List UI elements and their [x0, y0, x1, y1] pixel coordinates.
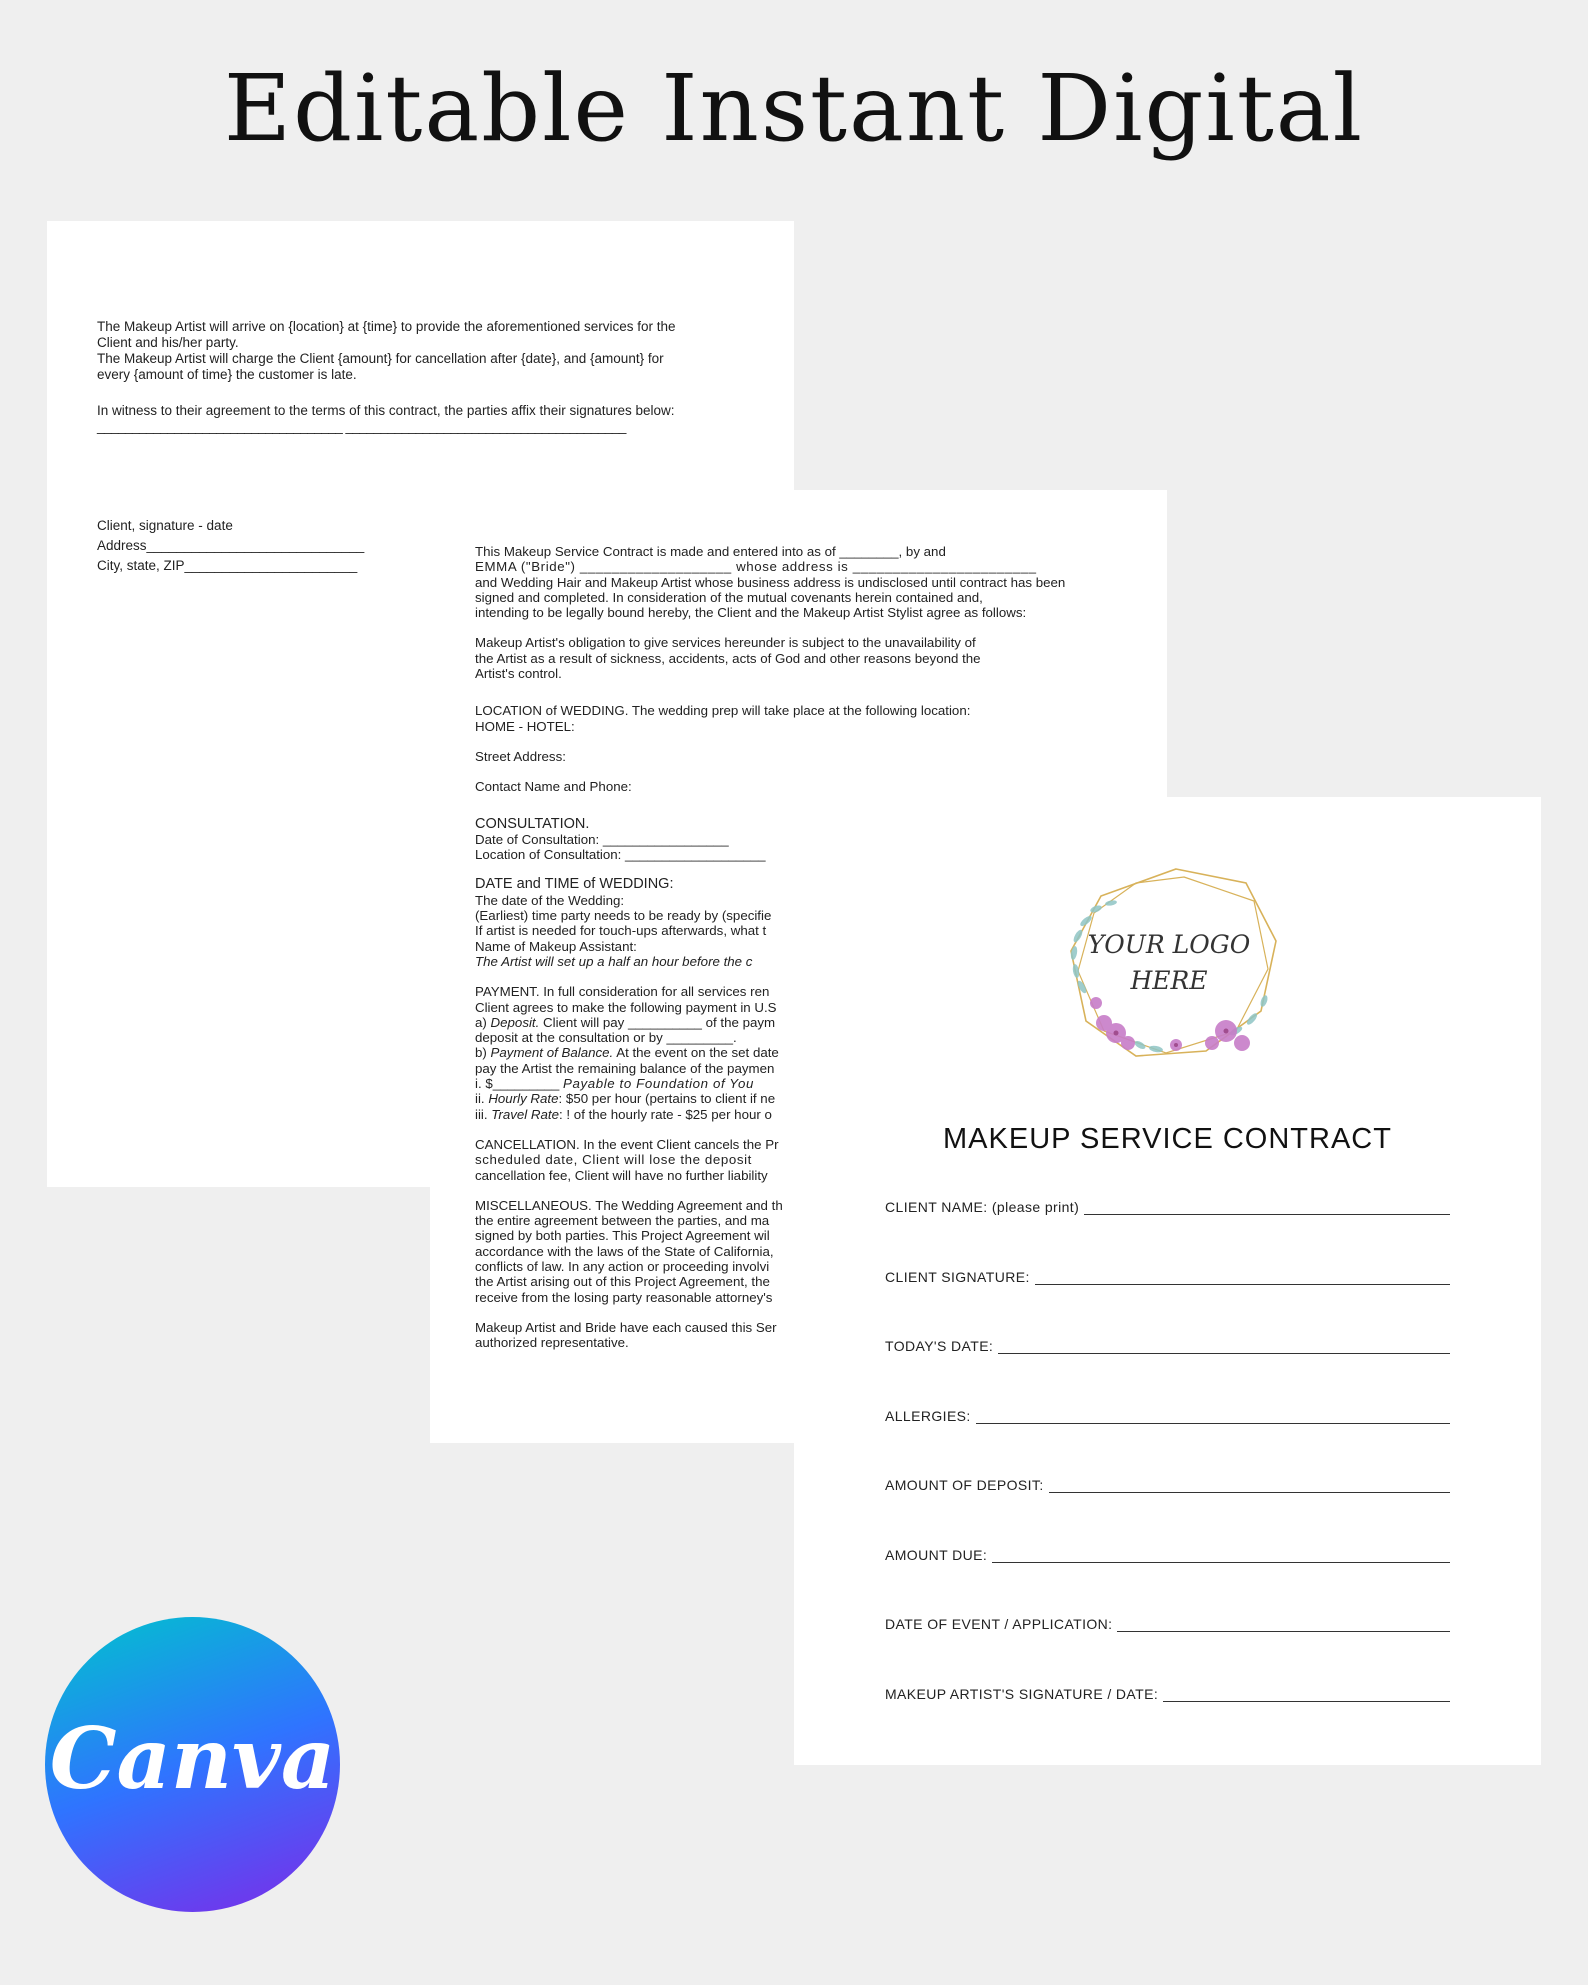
- canva-wordmark: Canva: [49, 1709, 336, 1808]
- page2-line: LOCATION of WEDDING. The wedding prep will take place at the following location:: [475, 703, 971, 719]
- page2-line: and Wedding Hair and Makeup Artist whose business address is undisclosed until contract has been: [475, 574, 1066, 590]
- page1-body: [97, 319, 747, 435]
- field-label: CLIENT SIGNATURE:: [885, 1269, 1030, 1285]
- field-label: DATE OF EVENT / APPLICATION:: [885, 1616, 1113, 1632]
- page2-line: EMMA ("Bride") ___________________ whose address is _______________________: [475, 559, 1037, 575]
- page2-line: accordance with the laws of the State of California,: [475, 1243, 774, 1259]
- page2-heading: DATE and TIME of WEDDING:: [475, 876, 674, 893]
- field-label: AMOUNT OF DEPOSIT:: [885, 1477, 1044, 1493]
- page2-line: scheduled date, Client will lose the deposit: [475, 1152, 752, 1168]
- page2-line: Street Address:: [475, 748, 566, 764]
- field-line[interactable]: [1117, 1621, 1450, 1632]
- field-line[interactable]: [1163, 1691, 1450, 1702]
- page2-line: (Earliest) time party needs to be ready by (specifie: [475, 908, 772, 924]
- field-line[interactable]: [976, 1413, 1450, 1424]
- logo-placeholder: [1056, 861, 1282, 1065]
- page2-line: the Artist arising out of this Project Agreement, the: [475, 1274, 770, 1290]
- page2-line: If artist is needed for touch-ups afterwards, what t: [475, 923, 767, 939]
- page2-line: Location of Consultation: ___________________: [475, 847, 766, 863]
- page2-line: Name of Makeup Assistant:: [475, 938, 637, 954]
- page2-line: Client agrees to make the following payment in U.S: [475, 999, 777, 1015]
- todays-date-field[interactable]: [885, 1338, 1450, 1354]
- page1-signature-line: Address_____________________________: [97, 538, 365, 553]
- page2-heading: CONSULTATION.: [475, 815, 590, 832]
- page2-line: ii. Hourly Rate: $50 per hour (pertains to client if ne: [475, 1091, 776, 1107]
- item-i-payee: Payable to Foundation of You: [563, 1076, 755, 1092]
- page2-line: conflicts of law. In any action or proceeding involvi: [475, 1258, 770, 1274]
- page2-line: the entire agreement between the parties, and ma: [475, 1213, 770, 1229]
- page1-signature-rule: ___________________________________ ________________________________________: [97, 418, 626, 434]
- item-i-prefix: i. $_________: [475, 1076, 563, 1092]
- page2-line: signed and completed. In consideration of the mutual covenants herein contained and,: [475, 589, 983, 605]
- field-line[interactable]: [992, 1552, 1450, 1563]
- page2-line: This Makeup Service Contract is made and entered into as of ________, by and: [475, 544, 946, 559]
- page2-line: signed by both parties. This Project Agreement wil: [475, 1228, 770, 1244]
- page2-line: The Artist will set up a half an hour before the c: [475, 953, 753, 969]
- deposit-text: Client will pay __________ of the paym: [539, 1014, 776, 1030]
- field-label: AMOUNT DUE:: [885, 1547, 988, 1563]
- page1-line: [97, 383, 747, 403]
- page1-line: The Makeup Artist will charge the Client {amount} for cancellation after {date}, and {amount} for: [97, 350, 664, 366]
- page2-line: Date of Consultation: _________________: [475, 831, 729, 847]
- deposit-label: Deposit.: [490, 1014, 540, 1030]
- page2-line: deposit at the consultation or by _________.: [475, 1030, 737, 1046]
- field-label: CLIENT NAME: (please print): [885, 1199, 1080, 1215]
- page2-line: PAYMENT. In full consideration for all services ren: [475, 984, 770, 1000]
- field-line[interactable]: [1035, 1274, 1450, 1285]
- page2-line: receive from the losing party reasonable attorney's: [475, 1289, 773, 1305]
- balance-label: Payment of Balance.: [490, 1045, 614, 1061]
- page2-line: HOME - HOTEL:: [475, 718, 575, 734]
- balance-text: At the event on the set date: [613, 1045, 779, 1061]
- travel-rate-label: Travel Rate: [491, 1106, 560, 1122]
- page1-line: The Makeup Artist will arrive on {location} at {time} to provide the aforementioned services for the: [97, 319, 676, 334]
- page2-line: b) Payment of Balance. At the event on the set date: [475, 1045, 779, 1061]
- page1-line: Client and his/her party.: [97, 334, 239, 350]
- field-label: TODAY'S DATE:: [885, 1338, 994, 1354]
- logo-text-line: YOUR LOGO: [1087, 930, 1251, 959]
- page2-line: MISCELLANEOUS. The Wedding Agreement and th: [475, 1197, 783, 1213]
- page2-line: Makeup Artist and Bride have each caused this Ser: [475, 1319, 777, 1335]
- artist-signature-field[interactable]: [885, 1686, 1450, 1702]
- page2-line: The date of the Wedding:: [475, 892, 625, 908]
- deposit-amount-field[interactable]: [885, 1477, 1450, 1493]
- page2-line: a) Deposit. Client will pay __________ of the paym: [475, 1014, 776, 1030]
- travel-rate-text: : ! of the hourly rate - $25 per hour o: [559, 1106, 772, 1122]
- canva-logo: [45, 1617, 340, 1912]
- page1-signature-line: City, state, ZIP_______________________: [97, 558, 358, 573]
- contract-page-front: [794, 797, 1541, 1765]
- field-line[interactable]: [998, 1343, 1450, 1354]
- field-label: ALLERGIES:: [885, 1408, 971, 1424]
- page2-line: Artist's control.: [475, 666, 562, 682]
- client-name-field[interactable]: [885, 1199, 1450, 1215]
- headline: Editable Instant Digital: [223, 55, 1365, 162]
- hourly-rate-label: Hourly Rate: [488, 1091, 559, 1107]
- page1-signature-line: Client, signature - date: [97, 518, 233, 533]
- page2-line: iii. Travel Rate: ! of the hourly rate - $25 per hour o: [475, 1106, 772, 1122]
- contract-title: MAKEUP SERVICE CONTRACT: [943, 1123, 1392, 1155]
- page2-line: Makeup Artist's obligation to give services hereunder is subject to the unavailability of: [475, 635, 976, 651]
- field-line[interactable]: [1084, 1204, 1450, 1215]
- field-line[interactable]: [1049, 1482, 1450, 1493]
- allergies-field[interactable]: [885, 1408, 1450, 1424]
- hourly-rate-text: : $50 per hour (pertains to client if ne: [558, 1091, 776, 1107]
- event-date-field[interactable]: [885, 1616, 1450, 1632]
- page1-line: every {amount of time} the customer is late.: [97, 366, 357, 382]
- page2-line: authorized representative.: [475, 1335, 629, 1351]
- logo-text-line: HERE: [1130, 966, 1208, 995]
- page2-line: CANCELLATION. In the event Client cancels the Pr: [475, 1136, 779, 1152]
- client-signature-field[interactable]: [885, 1269, 1450, 1285]
- page2-line: pay the Artist the remaining balance of the paymen: [475, 1060, 775, 1076]
- page2-line: the Artist as a result of sickness, accidents, acts of God and other reasons beyond the: [475, 650, 981, 666]
- page2-line: intending to be legally bound hereby, the Client and the Makeup Artist Stylist agree as follows:: [475, 605, 1027, 621]
- field-label: MAKEUP ARTIST'S SIGNATURE / DATE:: [885, 1686, 1159, 1702]
- page2-line: Contact Name and Phone:: [475, 779, 632, 795]
- amount-due-field[interactable]: [885, 1547, 1450, 1563]
- page2-line: cancellation fee, Client will have no further liability: [475, 1167, 768, 1183]
- page1-line: In witness to their agreement to the terms of this contract, the parties affix their signatures below:: [97, 402, 675, 418]
